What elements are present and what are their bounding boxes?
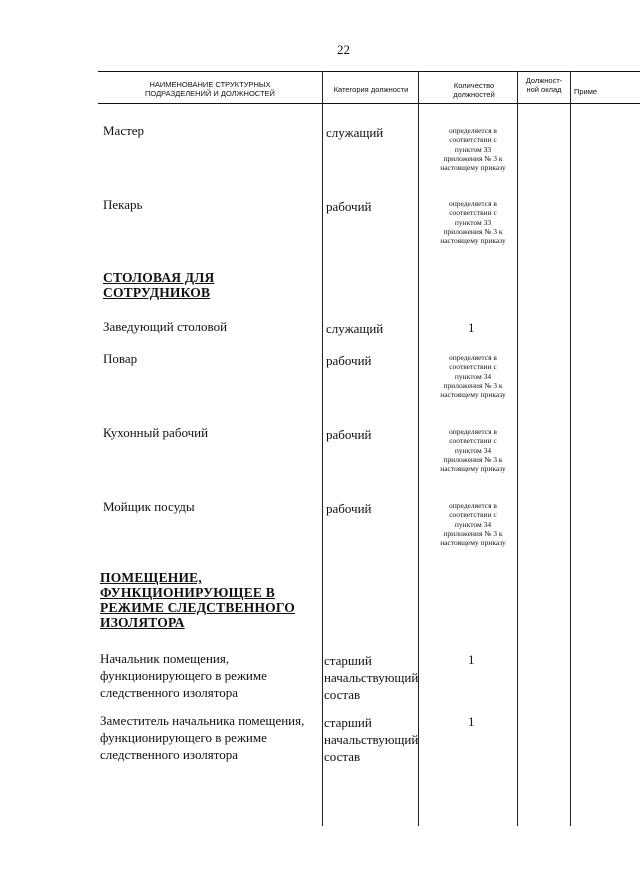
position-category: старший начальствующий состав <box>324 715 419 764</box>
section-title: СТОЛОВАЯ ДЛЯ СОТРУДНИКОВ <box>103 270 215 300</box>
table-top-rule <box>98 71 640 72</box>
position-name: Заведующий столовой <box>103 319 228 334</box>
position-category: старший начальствующий состав <box>324 653 419 702</box>
position-quantity: определяется в соответствии с пунктом 33 приложения № 3 к настоящему приказу <box>440 199 506 246</box>
header-note: Приме <box>574 87 598 96</box>
header-structure-units: НАИМЕНОВАНИЕ СТРУКТУРНЫХ ПОДРАЗДЕЛЕНИЙ И ДОЛЖНОСТЕЙ <box>145 80 275 98</box>
header-category: Категория должности <box>333 85 409 94</box>
position-name: Начальник помещения, функционирующего в режиме следственного изолятора <box>100 651 267 700</box>
position-category: служащий <box>326 321 384 336</box>
position-name: Пекарь <box>103 197 143 212</box>
position-name: Заместитель начальника помещения, функционирующего в режиме следственного изолятора <box>100 713 305 762</box>
column-divider <box>322 71 323 826</box>
position-quantity: 1 <box>468 652 475 667</box>
header-quantity: Количество должностей <box>453 81 495 99</box>
position-quantity: 1 <box>468 320 475 335</box>
table-header-rule <box>98 103 640 104</box>
position-category: служащий <box>326 125 384 140</box>
position-category: рабочий <box>326 199 372 214</box>
position-quantity: определяется в соответствии с пунктом 34 приложения № 3 к настоящему приказу <box>440 427 506 474</box>
page-number: 22 <box>337 42 350 57</box>
position-quantity: определяется в соответствии с пунктом 33 приложения № 3 к настоящему приказу <box>440 126 506 173</box>
position-quantity: определяется в соответствии с пунктом 34 приложения № 3 к настоящему приказу <box>440 353 506 400</box>
position-category: рабочий <box>326 353 372 368</box>
position-name: Повар <box>103 351 138 366</box>
position-quantity: 1 <box>468 714 475 729</box>
position-category: рабочий <box>326 501 372 516</box>
position-category: рабочий <box>326 427 372 442</box>
column-divider <box>418 71 419 826</box>
column-divider <box>570 71 571 826</box>
position-name: Мойщик посуды <box>103 499 195 514</box>
position-name: Кухонный рабочий <box>103 425 209 440</box>
column-divider <box>517 71 518 826</box>
header-salary: Должност-ной оклад <box>525 76 563 94</box>
position-quantity: определяется в соответствии с пунктом 34 приложения № 3 к настоящему приказу <box>440 501 506 548</box>
section-title: ПОМЕЩЕНИЕ, ФУНКЦИОНИРУЮЩЕЕ В РЕЖИМЕ СЛЕДСТВЕННОГО ИЗОЛЯТОРА <box>100 570 296 630</box>
position-name: Мастер <box>103 123 145 138</box>
